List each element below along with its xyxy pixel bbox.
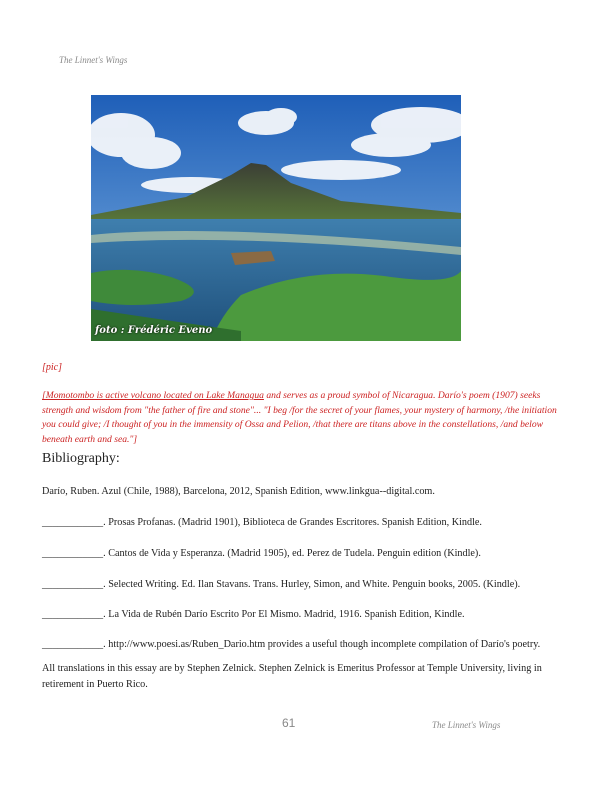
volcano-photo: [91, 95, 461, 341]
photo-credit: foto : Frédéric Eveno: [95, 325, 213, 336]
volcano-illustration: [91, 95, 461, 341]
header-running-title: The Linnet's Wings: [59, 55, 128, 65]
bibliography-entry: Darío, Ruben. Azul (Chile, 1988), Barcelona, 2012, Spanish Edition, www.linkgua--digital.com.: [42, 486, 435, 497]
bibliography-entry: ____________. Cantos de Vida y Esperanza. (Madrid 1905), ed. Perez de Tudela. Penguin edition (Kindle).: [42, 548, 481, 559]
pic-placeholder-tag: [pic]: [42, 362, 62, 373]
bibliography-entry: ____________. La Vida de Rubén Darío Escrito Por El Mismo. Madrid, 1916. Spanish Edition, Kindle.: [42, 609, 465, 620]
translation-note: All translations in this essay are by Stephen Zelnick. Stephen Zelnick is Emeritus Professor at Temple University, living in retirement in Puerto Rico.: [42, 663, 542, 690]
page-number: 61: [282, 716, 296, 730]
caption-text: and serves as a proud symbol of Nicaragua. Darío's poem (1907) seeks strength and wisdom from "the father of fire and stone"... "I beg /for the secret of your flames, your mystery of harmony, /the initiation you could give; /I thought of you in the immensity of Ossa and Pelion, /that there are titans above in the constellations, /and below beneath earth and sea."]: [42, 390, 557, 445]
bibliography-entry: ____________. http://www.poesi.as/Ruben_Dario.htm provides a useful though incomplete compilation of Darío's poetry.: [42, 639, 541, 650]
bibliography-entry: ____________. Selected Writing. Ed. Ilan Stavans. Trans. Hurley, Simon, and White. Penguin books, 2005. (Kindle).: [42, 579, 521, 590]
footer-running-title: The Linnet's Wings: [432, 720, 501, 730]
caption-link[interactable]: [Momotombo is active volcano located on Lake Managua: [42, 390, 264, 401]
bibliography-entry: ____________. Prosas Profanas. (Madrid 1901), Biblioteca de Grandes Escritores. Spanish Edition, Kindle.: [42, 517, 482, 528]
bibliography-heading: Bibliography:: [42, 451, 120, 466]
photo-caption: [42, 389, 570, 447]
